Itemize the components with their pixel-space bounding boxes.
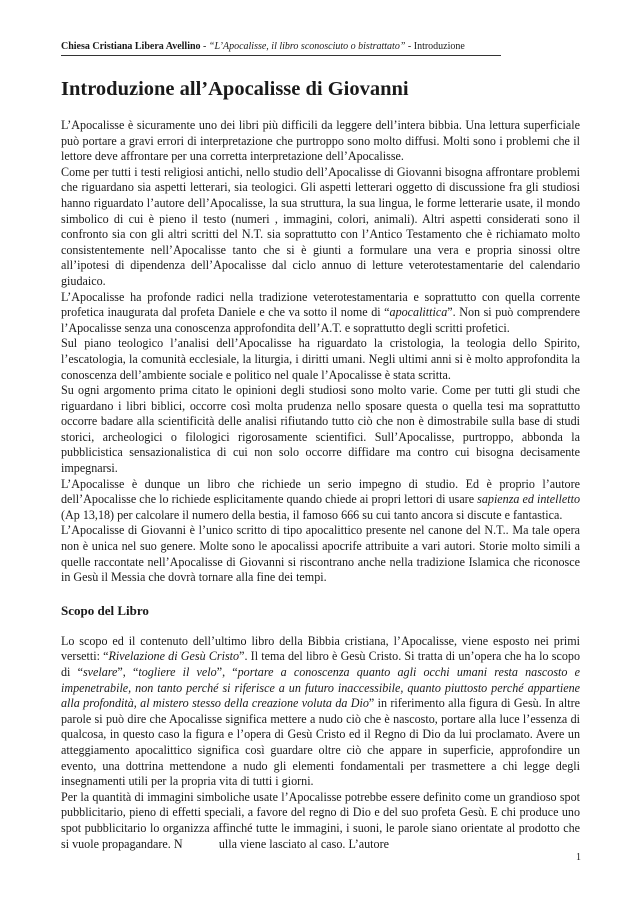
header-rule	[61, 55, 501, 56]
paragraph: Come per tutti i testi religiosi antichi, nello studio dell’Apocalisse di Giovanni bisogna affrontare problemi che riguardano sia aspetti letterari, sia teologici. Gli aspetti letterari oggetto di discussione fra gli studiosi hanno riguardato l’autore dell’Apocalisse, la sua struttura, la sua lingua, le forme letterarie usate, il mondo simbolico di cui è pieno il testo (numeri , immagini, colori, animali). Altri aspetti considerati sono il confronto sia con gli altri scritti del N.T. sia soprattutto con l’Antico Testamento che è richiamato molto consistentemente nell’Apocalisse tanto che si è giunti a formulare una vera e propria sinossi oltre all’ipotesi di dipendenza dell’Apocalisse dal ciclo annuo di letture veterotestamentarie del calendario giudaico.	[61, 164, 580, 288]
paragraph: L’Apocalisse ha profonde radici nella tradizione veterotestamentaria e soprattutto con quella corrente profetica inaugurata dal profeta Daniele e che va sotto il nome di “apocalittica”. Non si può comprendere l’Apocalisse senza una conoscenza approfondita dell’A.T. e soprattutto degli scritti profetici.	[61, 289, 580, 335]
header-work-title: “L’Apocalisse, il libro sconosciuto o bistrattato”	[208, 41, 406, 52]
page-number: 1	[576, 852, 581, 863]
paragraph: L’Apocalisse di Giovanni è l’unico scritto di tipo apocalittico presente nel canone del N.T.. Ma tale opera non è unica nel suo genere. Molte sono le apocalissi apocrife attribuite a vari autori. Storie molto simili a quelle raccontate nell’Apocalisse di Giovanni si riscontrano anche nella tradizione Islamica che riconosce in Gesù il Messia che dovrà tornare alla fine dei tempi.	[61, 523, 580, 585]
paragraph: Su ogni argomento prima citato le opinioni degli studiosi sono molto varie. Come per tutti gli studi che riguardano i libri biblici, occorre così molta prudenza nello sposare questa o quella tesi ma soprattutto occorre badare alla scientificità delle analisi rifiutando tutto ciò che non è dimostrabile sulla base di studi storici, archeologici o filologici rigorosamente scientifici. Sull’Apocalisse, purtroppo, abbonda la pubblicistica sensazionalistica di cui non solo occorre diffidare ma contro cui bisogna decisamente impegnarsi.	[61, 383, 580, 476]
section-heading: Scopo del Libro	[61, 602, 149, 618]
paragraph: Sul piano teologico l’analisi dell’Apocalisse ha riguardato la cristologia, la teologia dello Spirito, l’escatologia, la comunità ecclesiale, la liturgia, i diritti umani. Negli ultimi anni si è molto approfondita la conoscenza dell’ambiente sociale e politico nel quale l’Apocalisse è stata scritta.	[61, 336, 580, 382]
header-separator: -	[405, 41, 414, 52]
header-separator: -	[200, 41, 209, 52]
running-header	[61, 40, 580, 53]
intro-body	[61, 118, 580, 586]
paragraph: L’Apocalisse è sicuramente uno dei libri più difficili da leggere dell’intera bibbia. Una lettura superficiale può portare a gravi errori di interpretazione che purtroppo sono molto diffusi. Molti sono i problemi che il lettore deve affrontare per una corretta interpretazione dell’Apocalisse.	[61, 118, 580, 164]
paragraph: Lo scopo ed il contenuto dell’ultimo libro della Bibbia cristiana, l’Apocalisse, viene esposto nei primi versetti: “Rivelazione di Gesù Cristo”. Il tema del libro è Gesù Cristo. Si tratta di un’opera che ha lo scopo di “svelare”, “togliere il velo”, “portare a conoscenza quanto agli occhi umani resta nascosto e impenetrabile, non tanto perché si riferisce a un futuro inaccessibile, quanto piuttosto perché appartiene alla profondità, al mistero stesso della creazione voluta da Dio” in riferimento alla figura di Gesù. In altre parole si può dire che Apocalisse significa mettere a nudo ciò che è nascosto, portare alla luce l’essenza di qualcosa, in questo caso la figura e l’opera di Gesù Cristo ed il Regno di Dio da lui proclamato. Avere un atteggiamento apocalittico significa così guardare oltre ciò che appare in superficie, approfondire un evento, una dottrina mettendone a nudo gli elementi fondamentali per trasmettere a chi legge degli insegnamenti utili per la propria vita di tutti i giorni.	[61, 633, 580, 789]
header-section: Introduzione	[413, 41, 465, 52]
paragraph: L’Apocalisse è dunque un libro che richiede un serio impegno di studio. Ed è proprio l’autore dell’Apocalisse che lo richiede esplicitamente quando chiede ai propri lettori di usare sapienza ed intelletto (Ap 13,18) per calcolare il numero della bestia, il famoso 666 su cui tanto ancora si discute e fantastica.	[61, 476, 580, 522]
paragraph: Per la quantità di immagini simboliche usate l’Apocalisse potrebbe essere definito come un grandioso spot pubblicitario, pieno di effetti speciali, a favore del regno di Dio e del suo profeta Gesù. E chi produce uno spot pubblicitario lo organizza affinché tutte le immagini, i suoni, le parole siano orientate al prodotto che si vuole propagandare. N ulla viene lasciato al caso. L’autore	[61, 789, 580, 851]
header-organization: Chiesa Cristiana Libera Avellino	[61, 41, 201, 52]
scopo-body	[61, 634, 580, 852]
page-title: Introduzione all’Apocalisse di Giovanni	[61, 78, 409, 100]
